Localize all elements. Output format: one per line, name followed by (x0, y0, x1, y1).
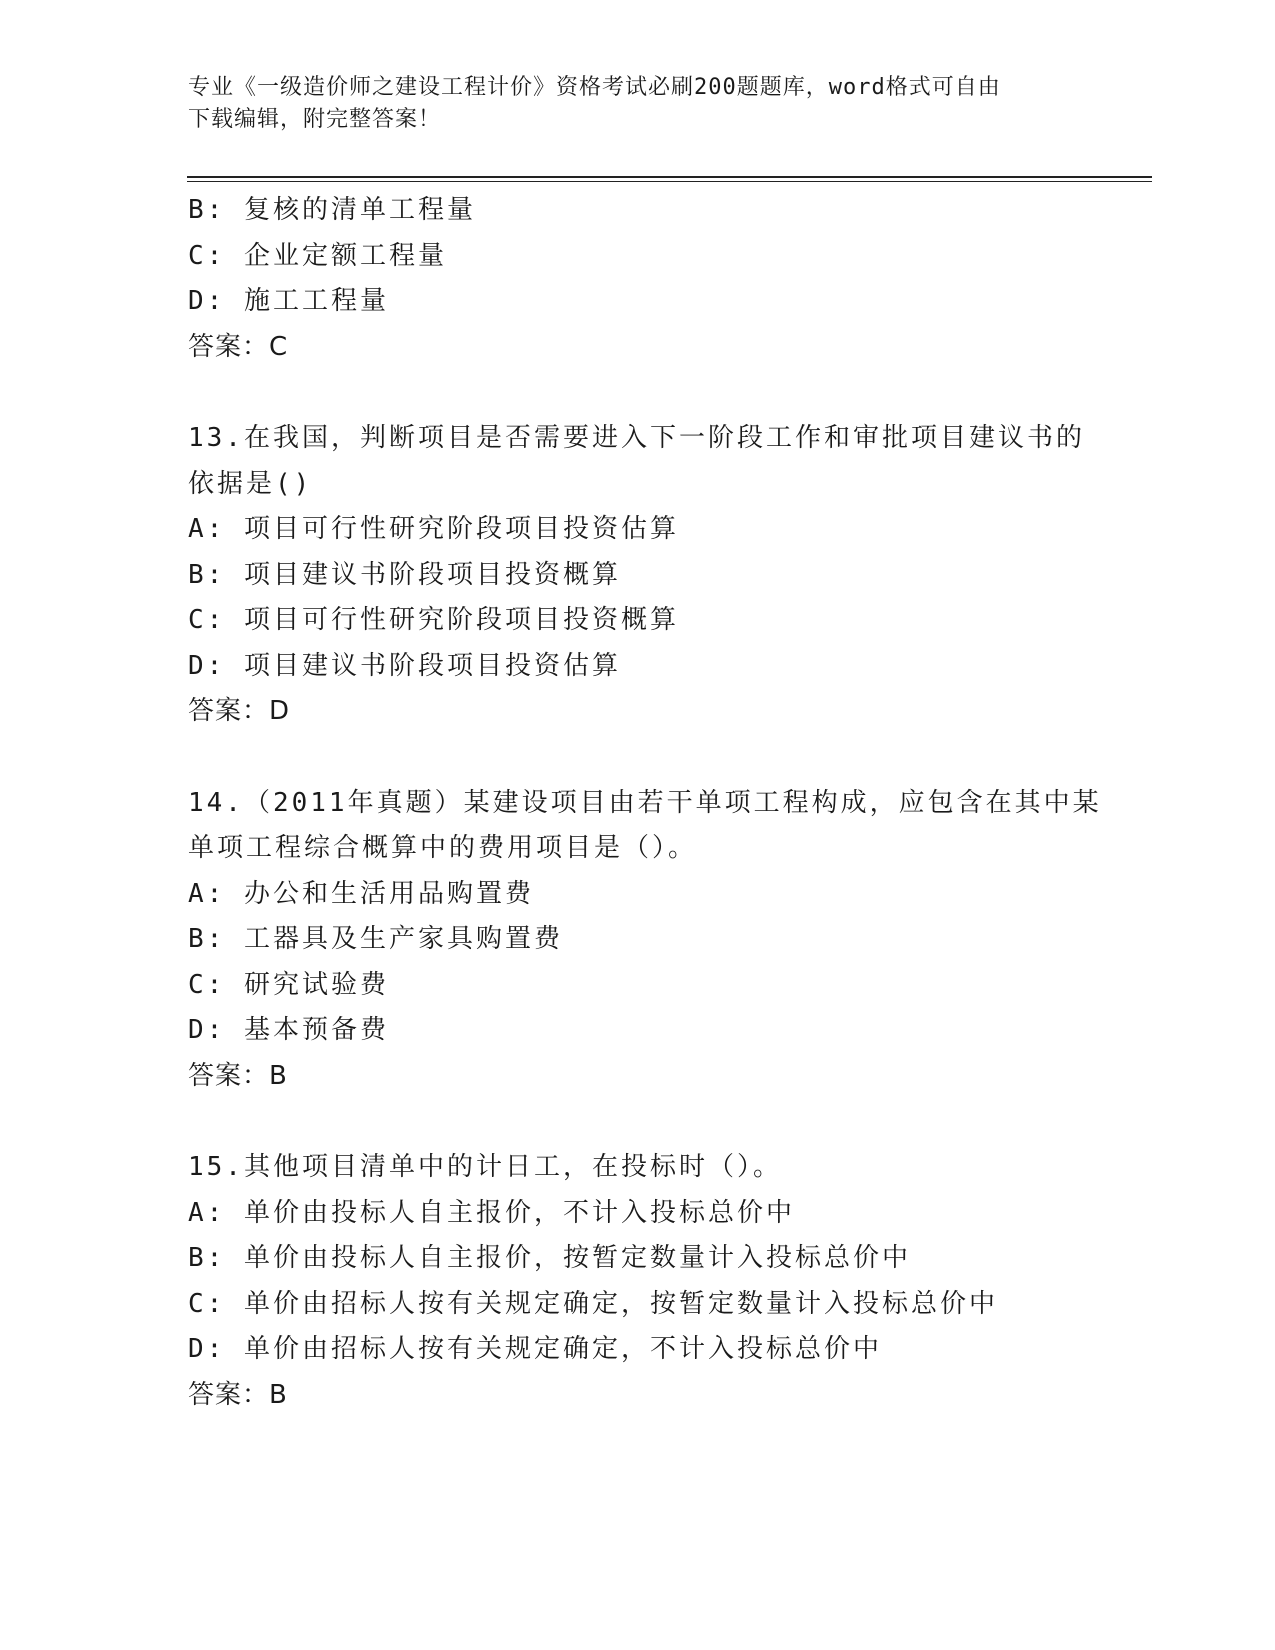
option-b: B: 项目建议书阶段项目投资概算 (188, 559, 621, 590)
option-c: C: 单价由招标人按有关规定确定，按暂定数量计入投标总价中 (188, 1288, 998, 1319)
document-header (188, 72, 1088, 136)
answer-line: 答案：B (188, 1379, 288, 1410)
question-stem-line-2: 依据是() (188, 468, 313, 499)
question-stem-line-1: 15.其他项目清单中的计日工，在投标时（）。 (188, 1152, 782, 1182)
question-13 (188, 416, 1088, 735)
option-c: C: 企业定额工程量 (188, 240, 447, 271)
option-a: A: 项目可行性研究阶段项目投资估算 (188, 514, 679, 544)
answer-line: 答案：B (188, 1060, 288, 1091)
option-c: C: 项目可行性研究阶段项目投资概算 (188, 605, 679, 635)
answer-line: 答案：D (188, 696, 291, 726)
header-rule-thin (187, 181, 1152, 182)
option-a: A: 办公和生活用品购置费 (188, 878, 534, 909)
option-a: A: 单价由投标人自主报价，不计入投标总价中 (188, 1197, 795, 1228)
question-14 (188, 781, 1102, 1100)
option-d: D: 项目建议书阶段项目投资估算 (188, 650, 621, 681)
answer-line: 答案：C (188, 331, 289, 362)
option-d: D: 单价由招标人按有关规定确定，不计入投标总价中 (188, 1334, 882, 1364)
header-rule-thick (187, 176, 1152, 178)
question-12-tail (188, 188, 1088, 370)
question-stem-line-1: 14.（2011年真题）某建设项目由若干单项工程构成，应包含在其中某 (188, 787, 1102, 818)
question-content (188, 188, 1102, 1418)
header-line-1: 专业《一级造价师之建设工程计价》资格考试必刷200题题库，word格式可自由 (188, 75, 1001, 100)
question-stem-line-1: 13.在我国，判断项目是否需要进入下一阶段工作和审批项目建议书的 (188, 423, 1085, 453)
option-d: D: 施工工程量 (188, 286, 389, 316)
option-c: C: 研究试验费 (188, 969, 389, 1000)
question-15 (188, 1145, 1088, 1418)
option-b: B: 工器具及生产家具购置费 (188, 924, 563, 954)
option-d: D: 基本预备费 (188, 1015, 389, 1045)
question-stem-line-2: 单项工程综合概算中的费用项目是（）。 (188, 833, 698, 863)
header-line-2: 下载编辑，附完整答案！ (188, 107, 442, 132)
option-b: B: 复核的清单工程量 (188, 195, 476, 225)
option-b: B: 单价由投标人自主报价，按暂定数量计入投标总价中 (188, 1243, 911, 1273)
